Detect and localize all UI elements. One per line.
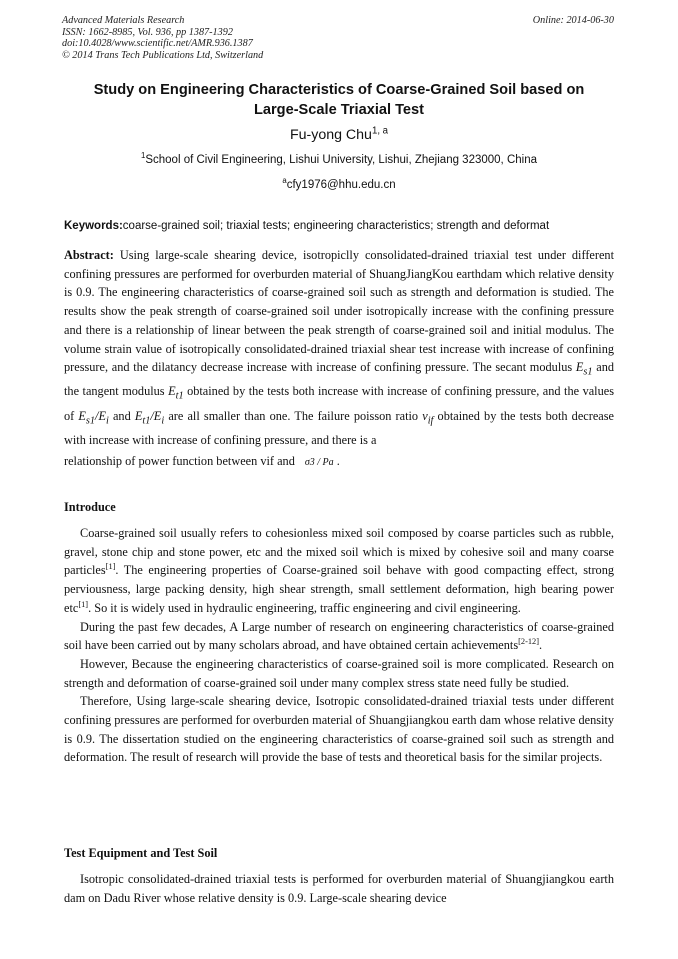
sigma-over-pa-formula: σ3 / Pa (304, 457, 334, 468)
r2-sub: t1 (142, 414, 151, 426)
test-equipment-section (64, 870, 614, 907)
section-heading-introduce: Introduce (64, 500, 116, 514)
poisson-ratio-symbol (422, 408, 434, 426)
abstract-text-5: are all smaller than one. The failure poisson ratio (164, 408, 423, 423)
affiliation-text: School of Civil Engineering, Lishui University, Lishui, Zhejiang 323000, China (145, 154, 537, 166)
r1-den-sub: i (105, 414, 109, 426)
author-email (0, 178, 678, 192)
intro-p1-a: Coarse-grained soil usually refers to cohesionless mixed soil composed by coarse particles such as rubble, gravel, stone chip and stone power, etc and the mixed soil which is mixed by cohesive soil and many coarse particles (64, 526, 614, 578)
issn-line: ISSN: 1662-8985, Vol. 936, pp 1387-1392 (62, 26, 233, 38)
nu-base: v (422, 408, 428, 423)
r2-den-sub: i (161, 414, 165, 426)
title-line-1: Study on Engineering Characteristics of Coarse-Grained Soil based on (93, 82, 585, 98)
intro-paragraph-2 (64, 618, 614, 655)
ratio-2-symbol (134, 408, 165, 426)
introduce-section (64, 524, 614, 767)
citation-1a[interactable]: [1] (105, 562, 116, 572)
r1-den: /E (95, 408, 106, 423)
author-line (0, 126, 678, 144)
affiliation-sup: 1 (140, 151, 146, 161)
r1-sub: s1 (85, 414, 96, 426)
nu-sub: if (427, 414, 434, 426)
tangent-modulus-symbol (168, 384, 184, 402)
keywords-line (64, 219, 624, 233)
intro-paragraph-1 (64, 524, 614, 618)
intro-paragraph-3: However, Because the engineering characteristics of coarse-grained soil is more complicated. Research on strength and deformation of coarse-grained soil under many complex stress state need fully be studied. (64, 656, 614, 690)
abstract-last-text: relationship of power function between vif and (64, 454, 295, 468)
intro-p1-c: . So it is widely used in hydraulic engineering, traffic engineering and civil engineering. (88, 600, 521, 615)
doi-line: doi:10.4028/www.scientific.net/AMR.936.1387 (62, 38, 253, 49)
intro-p1-b: . The engineering properties of Coarse-grained soil behave with good compacting effect, strong perviousness, large packing density, high shear strength, small settlement deformation, high bearing power etc (64, 563, 614, 615)
intro-p2-a: During the past few decades, A Large number of research on engineering characteristics of coarse-grained soil have been carried out by many scholars abroad, and have obtained certain achievements (64, 619, 614, 653)
abstract-end: . (333, 454, 340, 468)
author-name: Fu-yong Chu (289, 127, 372, 143)
abstract-text-6: obtained by the tests both decrease with increase with increase of confining pressure, and there is a (64, 408, 614, 447)
es1-base: E (575, 360, 584, 375)
abstract-text-4: and (108, 408, 135, 423)
equipment-paragraph-1: Isotropic consolidated-drained triaxial tests is performed for overburden material of Shuangjiangkou earth dam on Dadu River whose relative density is 0.9. Large-scale shearing device (64, 872, 614, 905)
r2-den: /E (150, 408, 162, 423)
intro-p2-b: . (539, 638, 543, 653)
affiliation (0, 153, 678, 167)
email-sup: a (282, 176, 287, 186)
author-sup: 1, a (371, 125, 389, 137)
secant-modulus-symbol (575, 360, 593, 378)
copyright-line: © 2014 Trans Tech Publications Ltd, Switzerland (62, 49, 264, 61)
email-text: cfy1976@hhu.edu.cn (286, 179, 396, 191)
journal-name: Advanced Materials Research (62, 15, 185, 26)
intro-paragraph-4: Therefore, Using large-scale shearing device, Isotropic consolidated-drained triaxial tests under different confining pressures are performed for overburden material of Shuangjiangkou earth dam whose relative density is 0.9. The dissertation studied on the engineering characteristics of coarse-grained soil such as strength and deformation. The result of research will provide the base of tests and theoretical basis for the similar projects. (64, 694, 614, 765)
abstract (64, 246, 614, 449)
journal-header (62, 15, 263, 61)
abstract-text-3: obtained by the tests both increase with increase of confining pressure, and the values of (64, 384, 614, 423)
et1-base: E (168, 384, 176, 399)
paper-title (40, 80, 638, 120)
abstract-label: Abstract: (64, 248, 114, 262)
citation-2-12[interactable]: [2-12] (518, 637, 540, 647)
title-line-2: Large-Scale Triaxial Test (253, 102, 425, 118)
ratio-1-symbol (78, 408, 109, 426)
keywords-text: coarse-grained soil; triaxial tests; engineering characteristics; strength and deformat (122, 220, 550, 232)
citation-1b[interactable]: [1] (78, 599, 89, 609)
et1-sub: t1 (175, 390, 184, 402)
abstract-last-line (64, 452, 614, 472)
r2-base: E (134, 408, 143, 423)
r1-base: E (78, 408, 86, 423)
es1-sub: s1 (583, 366, 593, 378)
abstract-text-1: Using large-scale shearing device, isotropiclly consolidated-drained triaxial test under different confining pressures are performed for overburden material of ShuangJiangKou earthdam which relative density is 0.9. The engineering characteristics of coarse-grained soil such as strength and deformation is studied. The results show the peak strength of coarse-grained soil under isotropically increase with the confining pressure and there is a relationship of linear between the peak strength of coarse-grained soil and initial modulus. The volume strain value of isotropically consolidated-drained triaxial shear test increase with increase of confining pressure, and the dilatancy decrease increase with increase of confining pressure. The secant modulus (64, 248, 614, 375)
keywords-label: Keywords: (64, 220, 123, 232)
online-date: Online: 2014-06-30 (532, 15, 614, 26)
abstract-text-2: and the tangent modulus (64, 360, 614, 399)
section-heading-test-equipment: Test Equipment and Test Soil (64, 846, 218, 860)
